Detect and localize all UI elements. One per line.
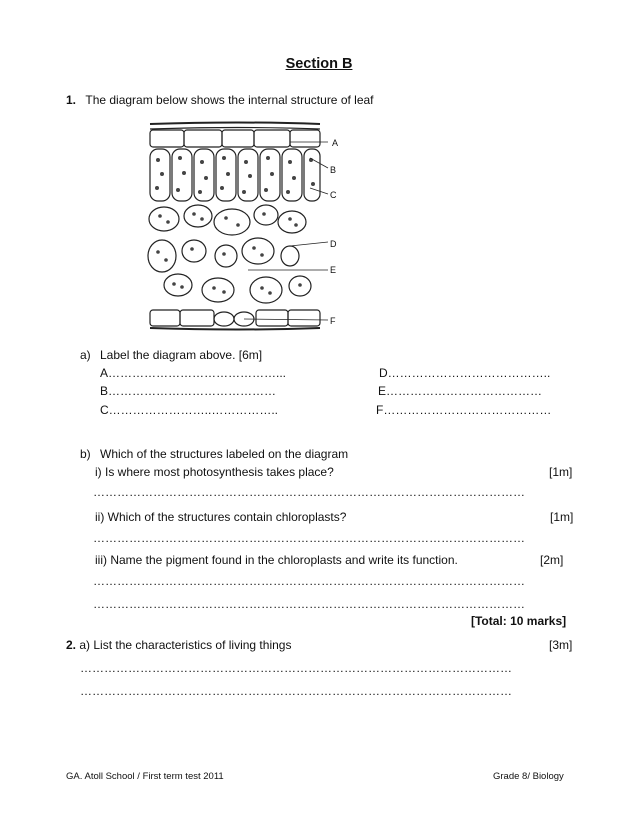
answer-line-c[interactable]: C……………………..…………….. — [100, 403, 279, 417]
question-2-marks: [3m] — [549, 638, 573, 652]
question-1-text: The diagram below shows the internal structure of leaf — [85, 93, 374, 107]
diagram-label-c: C — [330, 190, 337, 200]
part-b-ii-question: ii) Which of the structures contain chloroplasts? — [95, 510, 347, 524]
section-title: Section B — [285, 56, 353, 72]
answer-line-q2-1[interactable]: ……………………………………………………………………………………………… — [80, 661, 512, 675]
diagram-label-d: D — [330, 239, 337, 249]
answer-line-d[interactable]: D………………………………….. — [379, 366, 551, 380]
diagram-label-f: F — [330, 316, 336, 326]
part-b-ii-marks: [1m] — [550, 510, 574, 524]
question-2-stem — [66, 638, 291, 652]
answer-line-b-ii[interactable]: ……………………………………………………………………………………………… — [93, 531, 525, 545]
total-marks: [Total: 10 marks] — [471, 614, 567, 628]
footer-grade: Grade 8/ Biology — [493, 771, 564, 782]
answer-line-a[interactable]: A……………………………………... — [100, 366, 287, 380]
part-b-i-question: i) Is where most photosynthesis takes place? — [95, 465, 334, 479]
question-1-number: 1. — [66, 93, 77, 107]
answer-line-b-iii-1[interactable]: ……………………………………………………………………………………………… — [93, 574, 525, 588]
part-a-prompt: Label the diagram above. [6m] — [100, 348, 263, 362]
answer-line-b[interactable]: B…………………………………… — [100, 384, 277, 398]
footer-school: GA. Atoll School / First term test 2011 — [66, 771, 224, 782]
diagram-label-a: A — [332, 138, 339, 148]
question-2-number: 2. — [66, 638, 77, 652]
answer-line-q2-2[interactable]: ……………………………………………………………………………………………… — [80, 684, 512, 698]
part-b-iii-marks: [2m] — [540, 553, 564, 567]
part-b-prompt: Which of the structures labeled on the diagram — [100, 447, 349, 461]
question-1-stem — [66, 93, 374, 107]
part-b-marker: b) — [80, 447, 91, 461]
leaf-cross-section-diagram — [140, 118, 360, 336]
part-b-i-marks: [1m] — [549, 465, 573, 479]
diagram-label-e: E — [330, 265, 337, 275]
answer-line-f[interactable]: F…………………………………… — [376, 403, 552, 417]
answer-line-b-iii-2[interactable]: ……………………………………………………………………………………………… — [93, 597, 525, 611]
diagram-label-b: B — [330, 165, 337, 175]
part-a-marker: a) — [80, 348, 91, 362]
answer-line-e[interactable]: E………………………………… — [378, 384, 543, 398]
part-b-iii-question: iii) Name the pigment found in the chloroplasts and write its function. — [95, 553, 458, 567]
question-2-prompt: a) List the characteristics of living things — [79, 638, 292, 652]
answer-line-b-i[interactable]: ……………………………………………………………………………………………… — [93, 485, 525, 499]
